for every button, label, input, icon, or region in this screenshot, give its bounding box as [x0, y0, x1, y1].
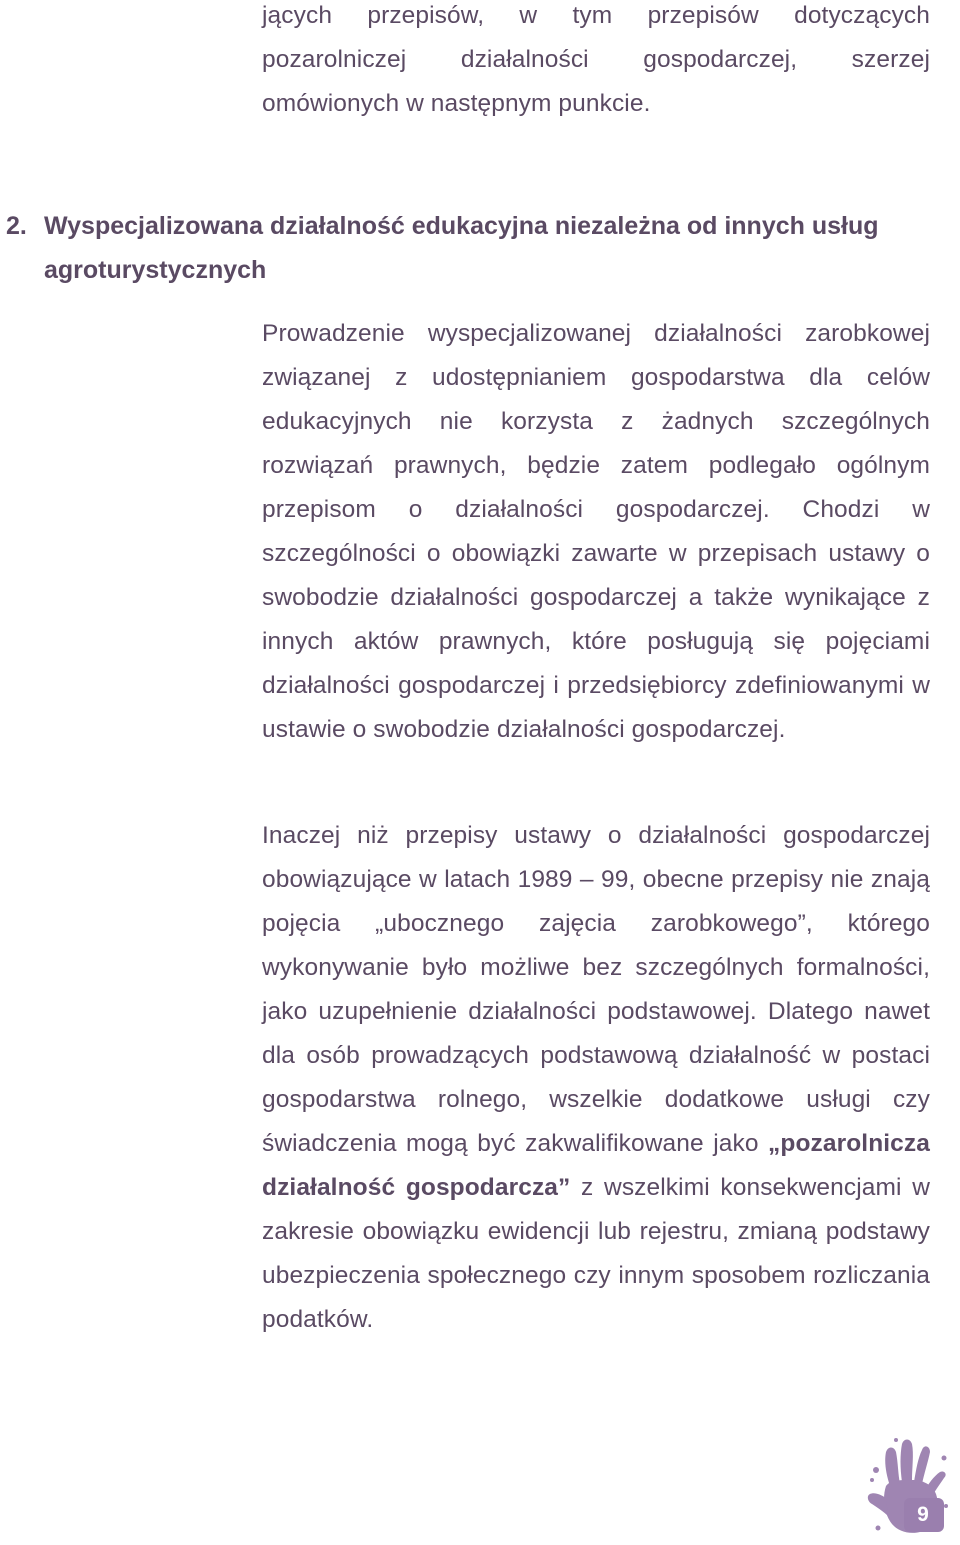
section-heading	[6, 204, 926, 292]
intro-text: jących przepisów, w tym przepisów dotyczących pozarolniczej działalności gospodarczej, szerzej omówionych w następnym punkcie.	[262, 2, 930, 117]
section-title-line2: agroturystycznych	[44, 256, 267, 284]
paragraph-1	[262, 312, 930, 752]
section-title-line1: Wyspecjalizowana działalność edukacyjna niezależna od innych usług	[44, 212, 879, 240]
paragraph-1-text: Prowadzenie wyspecjalizowanej działalności zarobkowej związanej z udostępnianiem gospodarstwa dla celów edukacyjnych nie korzysta z żadnych szczególnych rozwiązań prawnych, będzie zatem podlegało ogólnym przepisom o działalności gospodarczej. Chodzi w szczególności o obowiązki zawarte w przepisach ustawy o swobodzie działalności gospodarczej a także wynikające z innych aktów prawnych, które posługują się pojęciami działalności gospodarczej i przedsiębiorcy zdefiniowanymi w ustawie o swobodzie działalności gospodarczej.	[262, 320, 930, 743]
intro-paragraph	[262, 0, 930, 126]
paragraph-2-emphasis: „pozarolnicza działalność gospodarcza”	[262, 1130, 930, 1201]
section-number: 2.	[6, 212, 27, 240]
paragraph-2-part2: z wszelkimi konsekwencjami w zakresie obowiązku ewidencji lub rejestru, zmianą podstawy ubezpieczenia społecznego czy innym sposobem rozliczania podatków.	[262, 1174, 930, 1333]
paragraph-2-part1: Inaczej niż przepisy ustawy o działalności gospodarczej obowiązujące w latach 1989 – 99, obecne przepisy nie znają pojęcia „ubocznego zajęcia zarobkowego”, którego wykonywanie było możliwe bez szczególnych formalności, jako uzupełnienie działalności podstawowej. Dlatego nawet dla osób prowadzących podstawową działalność w postaci gospodarstwa rolnego, wszelkie dodatkowe usługi czy świadczenia mogą być zakwalifikowane jako	[262, 822, 930, 1157]
paragraph-2	[262, 814, 930, 1342]
page-number: 9	[917, 1503, 929, 1526]
